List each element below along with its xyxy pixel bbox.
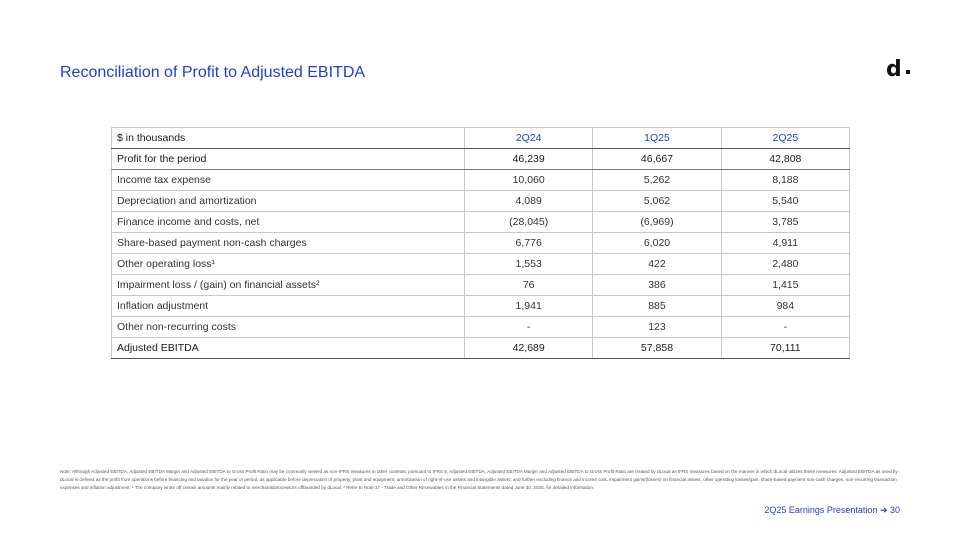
cell-value: (6,969): [593, 212, 721, 233]
cell-value: 46,667: [593, 149, 721, 170]
cell-value: 123: [593, 317, 721, 338]
row-label: Other non-recurring costs: [112, 317, 465, 338]
cell-value: 1,553: [465, 254, 593, 275]
table-row: [112, 254, 850, 275]
cell-value: 2,480: [721, 254, 849, 275]
header-period-1q25: 1Q25: [593, 128, 721, 149]
cell-value: 10,060: [465, 170, 593, 191]
table-header-row: [112, 128, 850, 149]
table-row: [112, 149, 850, 170]
table-row: [112, 191, 850, 212]
cell-value: 6,776: [465, 233, 593, 254]
cell-value: 5,062: [593, 191, 721, 212]
row-label: Income tax expense: [112, 170, 465, 191]
table-row: [112, 233, 850, 254]
row-label: Inflation adjustment: [112, 296, 465, 317]
table-row: [112, 275, 850, 296]
cell-value: -: [465, 317, 593, 338]
cell-value: (28,045): [465, 212, 593, 233]
footnote-text: Note: Although Adjusted EBITDA, Adjusted EBITDA Margin and Adjusted EBITDA to Gross Profit Ratio may be commonly viewed as non-IFRS measures in other contexts, pursuant to IFRS 8, Adjusted EBITDA, Adjusted EBITDA Margin and Adjusted EBITDA to Gross Profit Ratio are treated by dLocal as IFRS measures based on the manner in which dLocal utilizes these measures. Adjusted EBITDA as used by dLocal is defined as the profit from operations before financing and taxation for the year or period, as applicable before depreciation of property, plant and equipment, amortization of right-of-use assets and intangible assets, and further excluding finance and income cost, impairment gains/(losses) on financial assets, other operating losses/gain, share-based payment non-cash charges, non-recurring transaction expenses and inflation adjustment. ¹ The company wrote off certain amounts mainly related to merchants/processors offboarded by dLocal. ² Refer to Note 17 - Trade and Other Receivables in the Financial Statements dated June 30, 2025, for detailed information.: [60, 469, 898, 490]
table-row: [112, 317, 850, 338]
cell-value: 70,111: [721, 338, 849, 359]
row-label: Adjusted EBITDA: [112, 338, 465, 359]
row-label: Profit for the period: [112, 149, 465, 170]
cell-value: 42,808: [721, 149, 849, 170]
cell-value: 1,941: [465, 296, 593, 317]
cell-value: -: [721, 317, 849, 338]
dlocal-logo: d: [886, 57, 902, 82]
footer-page-label: 2Q25 Earnings Presentation ➜ 30: [764, 505, 900, 515]
header-label: $ in thousands: [112, 128, 465, 149]
page-title: Reconciliation of Profit to Adjusted EBITDA: [60, 64, 366, 81]
header-period-2q24: 2Q24: [465, 128, 593, 149]
cell-value: 4,089: [465, 191, 593, 212]
row-label: Depreciation and amortization: [112, 191, 465, 212]
row-label: Share-based payment non-cash charges: [112, 233, 465, 254]
cell-value: 6,020: [593, 233, 721, 254]
cell-value: 46,239: [465, 149, 593, 170]
cell-value: 5,540: [721, 191, 849, 212]
cell-value: 984: [721, 296, 849, 317]
cell-value: 4,911: [721, 233, 849, 254]
cell-value: 422: [593, 254, 721, 275]
row-label: Finance income and costs, net: [112, 212, 465, 233]
row-label: Impairment loss / (gain) on financial assets²: [112, 275, 465, 296]
cell-value: 8,188: [721, 170, 849, 191]
row-label: Other operating loss¹: [112, 254, 465, 275]
reconciliation-table: [111, 127, 850, 359]
table-row: [112, 212, 850, 233]
logo-dot-icon: [906, 70, 910, 74]
table-row-total: [112, 338, 850, 359]
cell-value: 386: [593, 275, 721, 296]
table-row: [112, 170, 850, 191]
cell-value: 5,262: [593, 170, 721, 191]
cell-value: 3,785: [721, 212, 849, 233]
cell-value: 57,858: [593, 338, 721, 359]
header-period-2q25: 2Q25: [721, 128, 849, 149]
table-row: [112, 296, 850, 317]
cell-value: 1,415: [721, 275, 849, 296]
cell-value: 76: [465, 275, 593, 296]
cell-value: 42,689: [465, 338, 593, 359]
cell-value: 885: [593, 296, 721, 317]
